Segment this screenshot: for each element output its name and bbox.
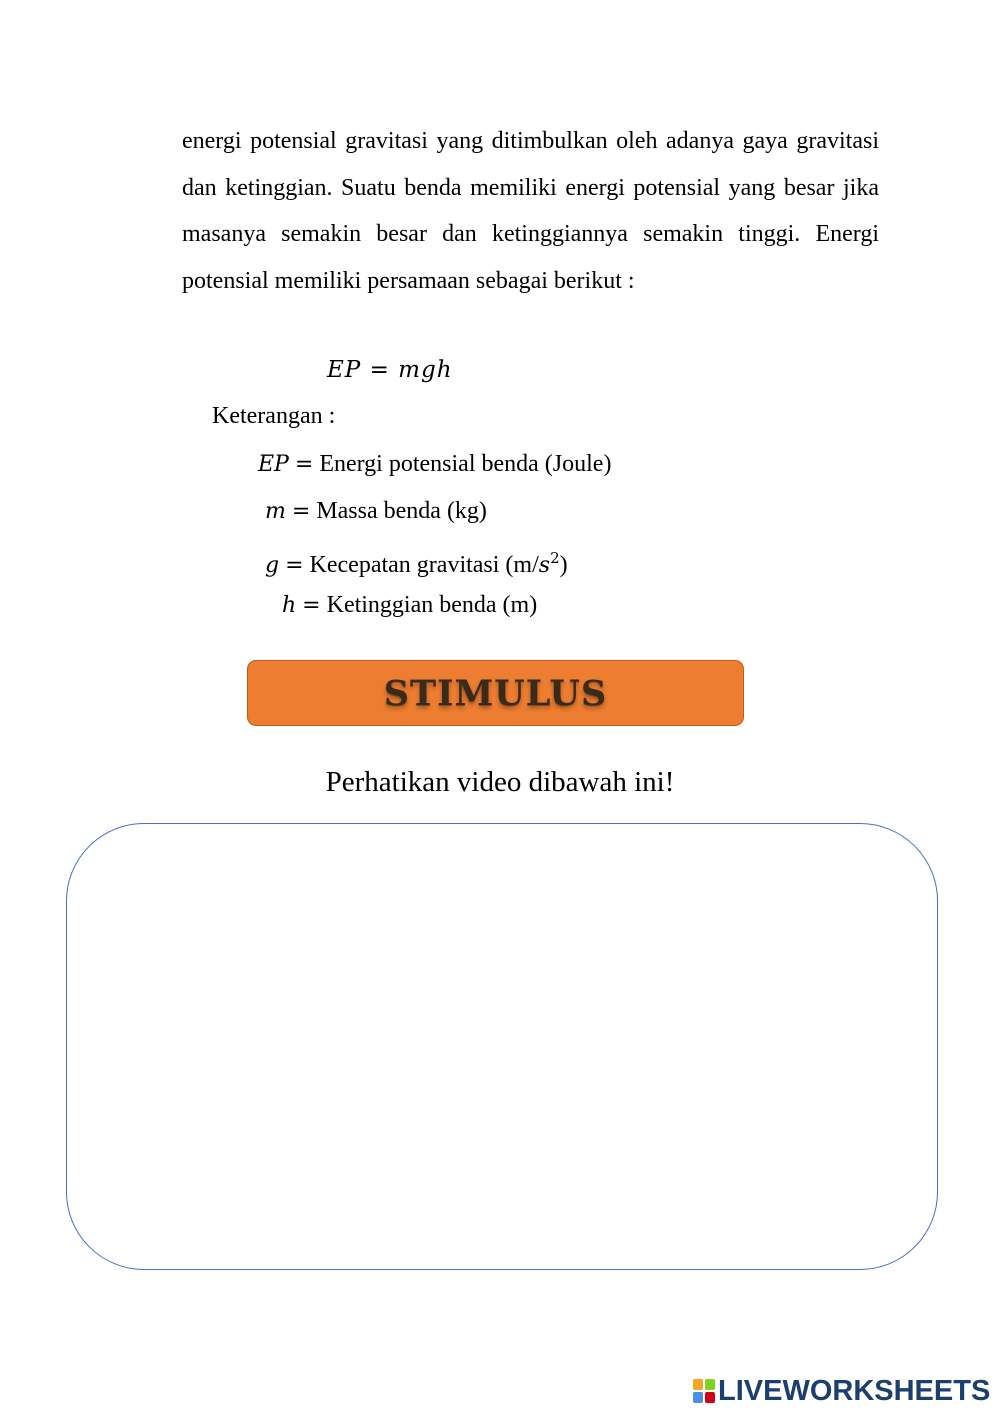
legend-row-h bbox=[282, 587, 537, 624]
legend-unit-exponent: 2 bbox=[550, 549, 560, 567]
legend-symbol: h bbox=[282, 593, 297, 618]
logo-tile bbox=[705, 1379, 715, 1390]
legend-description-suffix: ) bbox=[559, 552, 568, 578]
logo-tile bbox=[705, 1392, 715, 1403]
legend-symbol: g bbox=[265, 553, 280, 578]
legend-symbol: EP bbox=[258, 452, 289, 477]
video-instruction: Perhatikan video dibawah ini! bbox=[325, 766, 675, 798]
logo-text: LIVEWORKSHEETS bbox=[718, 1374, 991, 1407]
legend-description: Ketinggian benda (m) bbox=[326, 592, 538, 618]
legend-row-m bbox=[265, 493, 487, 530]
legend-equals: = bbox=[285, 553, 304, 578]
keterangan-label: Keterangan : bbox=[212, 403, 336, 429]
legend-description: Massa benda (kg) bbox=[316, 498, 487, 524]
legend-row-g bbox=[265, 540, 568, 584]
liveworksheets-logo-icon bbox=[693, 1379, 715, 1403]
legend-equals: = bbox=[302, 593, 321, 618]
legend-description: Energi potensial benda (Joule) bbox=[319, 451, 612, 477]
legend-symbol: m bbox=[265, 499, 286, 524]
legend-equals: = bbox=[294, 452, 314, 477]
stimulus-banner bbox=[247, 660, 744, 726]
legend-row-ep bbox=[258, 446, 611, 483]
legend-equals: = bbox=[291, 499, 311, 524]
logo-tile bbox=[693, 1379, 703, 1390]
stimulus-title: STIMULUS bbox=[383, 672, 608, 714]
potential-energy-formula: EP = mgh bbox=[327, 357, 453, 383]
legend-description-prefix: Kecepatan gravitasi (m/ bbox=[309, 552, 539, 578]
liveworksheets-logo bbox=[693, 1373, 990, 1409]
video-placeholder-box[interactable] bbox=[66, 823, 938, 1270]
body-paragraph: energi potensial gravitasi yang ditimbulkan oleh adanya gaya gravitasi dan ketinggian. Suatu benda memiliki energi potensial yang besar jika masanya semakin besar dan ketinggiannya semakin tinggi. Energi potensial memiliki persamaan sebagai berikut : bbox=[182, 128, 879, 294]
logo-tile bbox=[693, 1392, 703, 1403]
legend-unit-symbol: s bbox=[538, 553, 551, 578]
